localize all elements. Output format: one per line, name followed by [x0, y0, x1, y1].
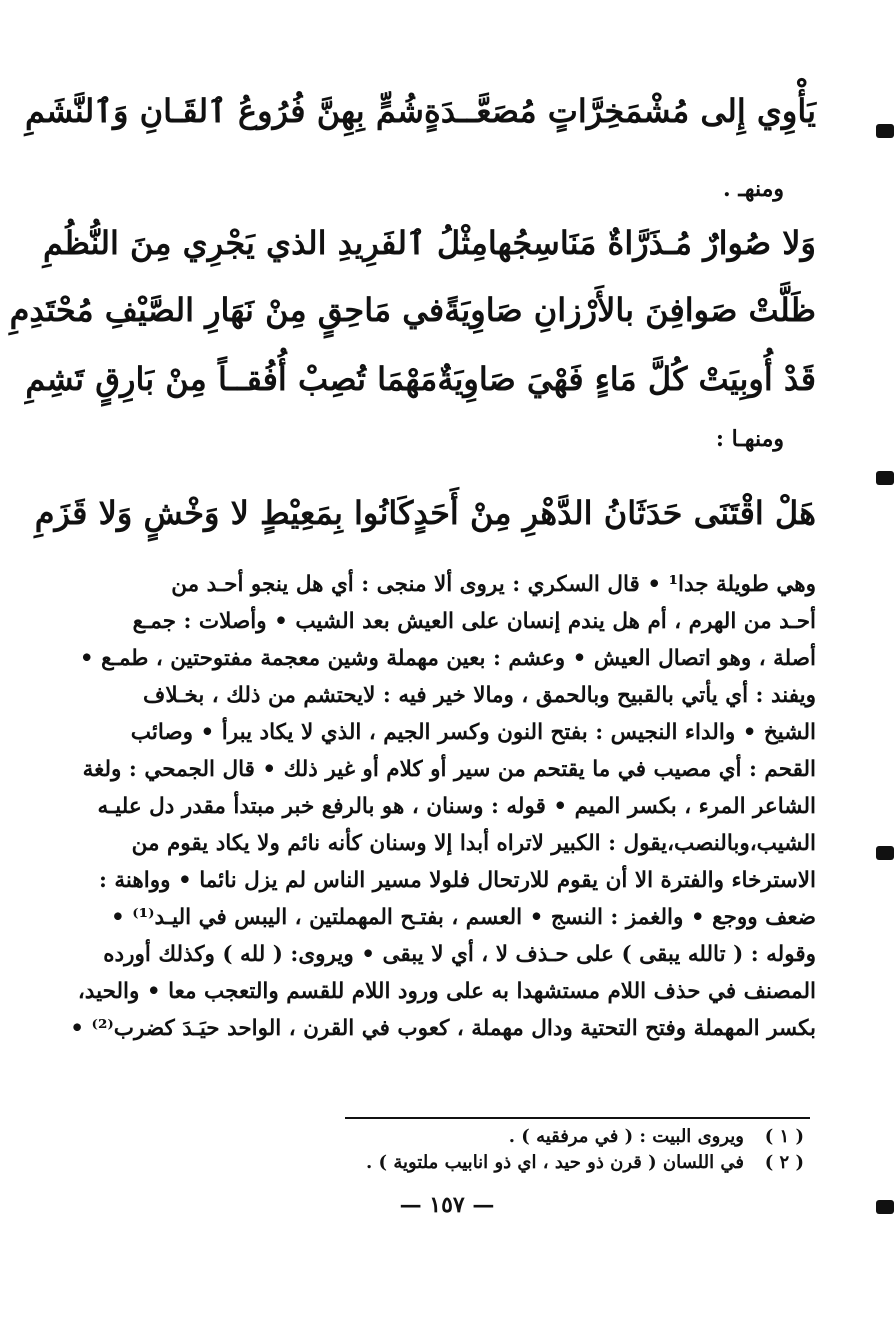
- prose-line: أصلة ، وهو اتصال العيش • وعشم : بعين مهملة وشين معجمة مفتوحتين ، طمـع •: [79, 646, 816, 671]
- prose-line: المصنف في حذف اللام مستشهدا به على ورود اللام للقسم والتعجب معا • والحيد،: [77, 979, 816, 1004]
- prose-line: القحم : أي مصيب في ما يقتحم من سير أو كلام أو غير ذلك • قال الجمحي : ولغة: [82, 757, 816, 782]
- prose-line: ويفند : أي يأتي بالقبيح وبالحمق ، ومالا خير فيه : لايحتشم من ذلك ، بخـلاف: [143, 683, 816, 708]
- section-intro: ومنهـ .: [723, 176, 784, 202]
- prose-line: بكسر المهملة وفتح التحتية ودال مهملة ، كعوب في القرن ، الواحد حيَـدَ كضرب⁽²⁾ •: [70, 1016, 816, 1041]
- verse-second-hemistich: شُمٍّ بِهِنَّ فُرُوعُ ٱلقَـانِ وَٱلنَّشَمِ: [25, 92, 424, 130]
- commentary-text: [70, 566, 816, 1047]
- prose-line: أحـد من الهرم ، أم هل يندم إنسان على العيش بعد الشيب • وأصلات : جمـع: [132, 609, 816, 634]
- verse-line: [25, 92, 816, 130]
- footnote: [200, 1150, 804, 1176]
- prose-line: الشاعر المرء ، بكسر الميم • قوله : وسنان ، هو بالرفع خبر مبتدأ مقدر دل عليـه: [97, 794, 816, 819]
- footnote-text: في اللسان ( قرن ذو حيد ، اي ذو انابيب ملتوية ) .: [366, 1152, 744, 1173]
- footnote-divider: [345, 1117, 810, 1119]
- prose-line: الاسترخاء والفترة الا أن يقوم للارتحال فلولا مسير الناس لم يزل نائما • وواهنة :: [98, 868, 816, 893]
- margin-mark: [876, 1200, 894, 1214]
- verse-first-hemistich: وَلا صُوارٌ مُـذَرَّاةٌ مَنَاسِجُها: [487, 224, 816, 262]
- verse-second-hemistich: مَهْمَا تُصِبْ أُفُقــاً مِنْ بَارِقٍ تَشِمِ: [25, 360, 438, 398]
- footnote-number: ( ٢ ): [764, 1152, 804, 1173]
- verse-first-hemistich: يَأْوِي إِلى مُشْمَخِرَّاتٍ مُصَعَّــدَةٍ: [423, 92, 816, 130]
- verse-line: [34, 494, 816, 532]
- verse-line: [25, 360, 816, 398]
- prose-line: الشيب،وبالنصب،يقول : الكبير لاتراه أبدا إلا وسنان كأنه نائم ولا يكاد يقوم من: [131, 831, 816, 856]
- prose-line: وهي طويلة جدا¹ • قال السكري : يروى ألا منجى : أي هل ينجو أحـد من: [171, 572, 816, 597]
- verse-first-hemistich: ظَلَّتْ صَوافِنَ بالأَرْزانِ صَاوِيَةً: [444, 291, 816, 329]
- margin-mark: [876, 471, 894, 485]
- footnote-text: ويروى البيت : ( في مرفقيه ) .: [508, 1126, 744, 1147]
- verse-first-hemistich: هَلْ اقْتَنَى حَدَثَانُ الدَّهْرِ مِنْ أَحَدٍ: [413, 494, 816, 532]
- margin-mark: [876, 124, 894, 138]
- prose-line: وقوله : ( تالله يبقى ) على حـذف لا ، أي لا يبقى • ويروى: ( لله ) وكذلك أورده: [103, 942, 816, 967]
- verse-second-hemistich: في مَاحِقٍ مِنْ نَهَارِ الصَّيْفِ مُحْتَدِمِ: [9, 291, 445, 329]
- margin-mark: [876, 846, 894, 860]
- page-number: — ١٥٧ —: [399, 1192, 495, 1218]
- footnote: [200, 1124, 804, 1150]
- prose-line: ضعف ووجع • والغمز : النسج • العسم ، بفتـح المهملتين ، اليبس في اليـد⁽¹⁾ •: [111, 905, 816, 930]
- footnotes: [200, 1124, 804, 1176]
- verse-second-hemistich: كَانُوا بِمَعِيْطٍ لا وَخْشٍ وَلا قَزَمِ: [34, 494, 414, 532]
- verse-second-hemistich: مِثْلُ ٱلفَرِيدِ الذي يَجْرِي مِنَ النُّظُمِ: [43, 224, 488, 262]
- verse-line: [9, 291, 816, 329]
- prose-line: الشيخ • والداء النجيس : بفتح النون وكسر الجيم ، الذي لا يكاد يبرأ • وصائب: [130, 720, 816, 745]
- verse-first-hemistich: قَدْ أُوبِيَتْ كُلَّ مَاءٍ فَهْيَ صَاوِيَةٌ: [437, 360, 816, 398]
- verse-line: [43, 224, 816, 262]
- section-intro: ومنهـا :: [715, 426, 784, 452]
- footnote-number: ( ١ ): [764, 1126, 804, 1147]
